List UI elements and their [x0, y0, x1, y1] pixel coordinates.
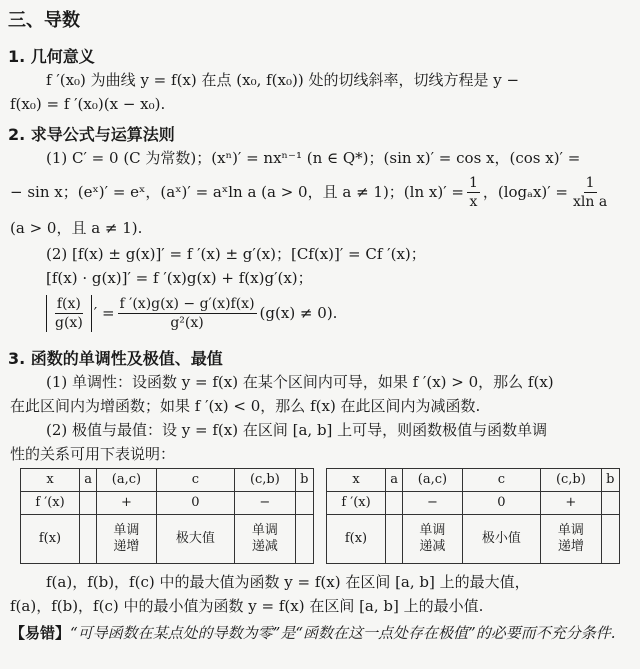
table-cell: 单调 递增	[541, 515, 602, 564]
table-cell: −	[235, 492, 296, 515]
table-cell	[386, 492, 403, 515]
table-cell	[386, 515, 403, 564]
table-cell: f ′(x)	[327, 492, 386, 515]
table-minimum	[326, 468, 620, 564]
fraction	[467, 174, 480, 211]
table-cell: x	[21, 469, 80, 492]
fraction-numerator: f ′(x)g(x) − g′(x)f(x)	[119, 295, 255, 312]
quotient-rule-formula	[46, 290, 337, 336]
text-line: f ′(x₀) 为曲线 y = f(x) 在点 (x₀, f(x₀)) 处的切线斜率，切线方程是 y −	[46, 71, 520, 89]
table-cell: (c,b)	[235, 469, 296, 492]
table-cell: 极小值	[462, 515, 540, 564]
text-segment: ，(logₐx)′ =	[482, 183, 568, 201]
text-line: (1) C′ = 0 (C 为常数)；(xⁿ)′ = nxⁿ⁻¹ (n ∈ Q*)；(sin x)′ = cos x，(cos x)′ =	[46, 149, 581, 167]
table-cell: b	[295, 469, 313, 492]
table-cell: (c,b)	[541, 469, 602, 492]
table-cell	[295, 515, 313, 564]
table-cell: a	[80, 469, 97, 492]
section-title: 三、导数	[8, 10, 80, 31]
table-row	[21, 492, 314, 515]
text-line: 性的关系可用下表说明：	[10, 445, 176, 463]
table-row	[327, 469, 620, 492]
text-segment: (g(x) ≠ 0).	[259, 304, 338, 322]
text-line: f(a)，f(b)，f(c) 中的最小值为函数 y = f(x) 在区间 [a, b] 上的最小值.	[10, 597, 484, 615]
common-mistake-note	[10, 622, 630, 644]
table-cell: +	[541, 492, 602, 515]
table-cell	[601, 492, 619, 515]
fraction-denominator: g²(x)	[170, 314, 204, 331]
fraction	[118, 295, 257, 332]
table-cell	[295, 492, 313, 515]
table-cell: a	[386, 469, 403, 492]
table-cell: (a,c)	[403, 469, 462, 492]
table-cell: x	[327, 469, 386, 492]
fraction-numerator: f(x)	[56, 295, 81, 312]
table-cell: c	[462, 469, 540, 492]
table-cell: 0	[462, 492, 540, 515]
table-row	[21, 469, 314, 492]
text-line: (a > 0，且 a ≠ 1).	[10, 219, 143, 237]
table-row	[21, 515, 314, 564]
fraction-denominator: g(x)	[55, 314, 83, 331]
fraction-numerator: 1	[585, 174, 595, 191]
table-cell: (a,c)	[97, 469, 156, 492]
text-line-with-fractions	[10, 172, 630, 212]
bracket-group	[46, 295, 92, 332]
table-cell: f(x)	[21, 515, 80, 564]
table-cell	[80, 492, 97, 515]
table-maximum	[20, 468, 314, 564]
tip-label: 【易错】	[10, 624, 71, 642]
table-cell: f(x)	[327, 515, 386, 564]
table-cell: 0	[156, 492, 234, 515]
heading-geometric-meaning: 1. 几何意义	[8, 47, 95, 66]
text-line: f(x₀) = f ′(x₀)(x − x₀).	[10, 95, 166, 113]
fraction-denominator: x	[469, 193, 478, 210]
text-segment: ′ =	[93, 304, 115, 322]
table-cell	[601, 515, 619, 564]
table-cell: +	[97, 492, 156, 515]
text-line: 在此区间内为增函数；如果 f ′(x) < 0，那么 f(x) 在此区间内为减函数.	[10, 397, 481, 415]
table-cell: 单调 递减	[235, 515, 296, 564]
table-cell: f ′(x)	[21, 492, 80, 515]
table-cell	[80, 515, 97, 564]
fraction-denominator: xln a	[573, 193, 608, 210]
text-line: (2) 极值与最值：设 y = f(x) 在区间 [a, b] 上可导，则函数极值与函数单调	[46, 421, 548, 439]
fraction	[571, 174, 609, 211]
table-cell: c	[156, 469, 234, 492]
text-line: (1) 单调性：设函数 y = f(x) 在某个区间内可导，如果 f ′(x) > 0，那么 f(x)	[46, 373, 554, 391]
fraction	[53, 295, 85, 332]
heading-derivative-rules: 2. 求导公式与运算法则	[8, 125, 175, 144]
heading-monotonicity: 3. 函数的单调性及极值、最值	[8, 349, 223, 368]
fraction-numerator: 1	[468, 174, 478, 191]
table-cell: 单调 递增	[97, 515, 156, 564]
table-cell: b	[601, 469, 619, 492]
table-cell: 极大值	[156, 515, 234, 564]
table-row	[327, 515, 620, 564]
tip-body: “可导函数在某点处的导数为零”是“函数在这一点处存在极值”的必要而不充分条件.	[70, 624, 616, 642]
text-line: f(a)，f(b)，f(c) 中的最大值为函数 y = f(x) 在区间 [a, b] 上的最大值，	[46, 573, 530, 591]
text-segment: − sin x；(eˣ)′ = eˣ，(aˣ)′ = aˣln a (a > 0，且 a ≠ 1)；(ln x)′ =	[10, 183, 464, 201]
table-cell: 单调 递减	[403, 515, 462, 564]
text-line: [f(x) · g(x)]′ = f ′(x)g(x) + f(x)g′(x)；	[46, 269, 313, 287]
text-line: (2) [f(x) ± g(x)]′ = f ′(x) ± g′(x)；[Cf(x)]′ = Cf ′(x)；	[46, 245, 426, 263]
table-row	[327, 492, 620, 515]
table-cell: −	[403, 492, 462, 515]
